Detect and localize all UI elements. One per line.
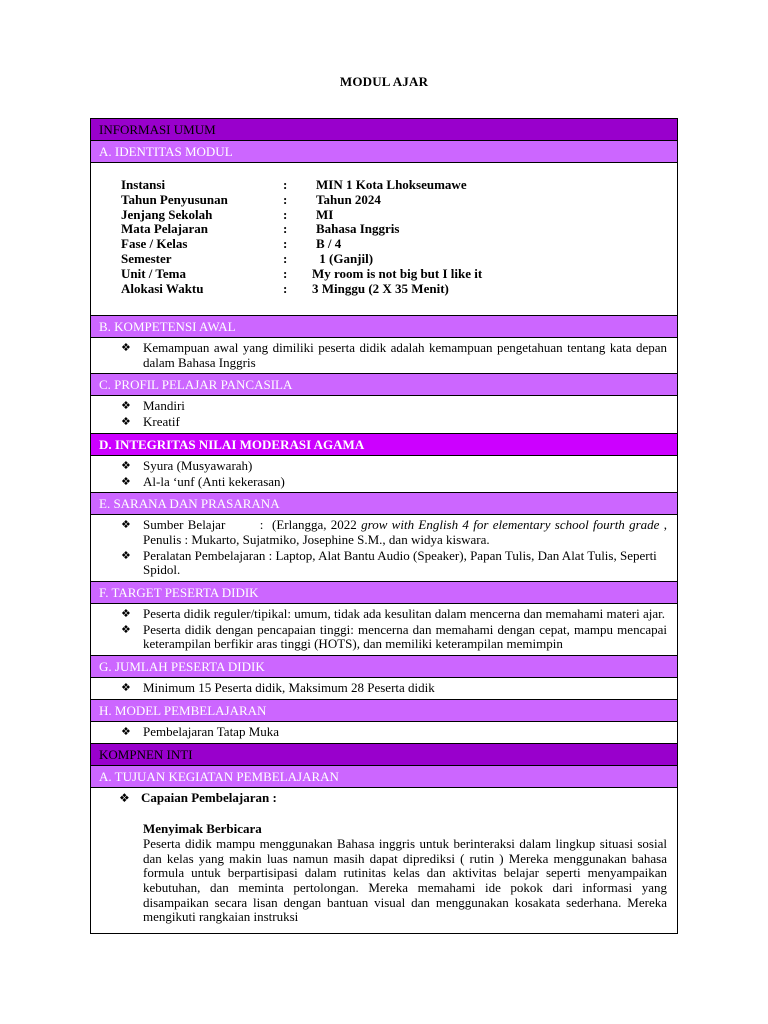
jumlah-box	[90, 677, 678, 700]
list-item-text: Minimum 15 Peserta didik, Maksimum 28 Peserta didik	[143, 680, 435, 696]
identitas-row	[121, 208, 482, 223]
identitas-value: 3 Minggu (2 X 35 Menit)	[312, 280, 449, 296]
penulis-text: , Penulis : Mukarto, Sujatmiko, Josephine S.M., dan widya kiswara.	[143, 517, 668, 547]
identitas-value: Tahun 2024	[316, 191, 381, 207]
diamond-bullet-icon: ❖	[121, 548, 131, 562]
list-item	[121, 725, 667, 740]
identitas-list	[121, 178, 482, 296]
section-kompetensi-awal: B. KOMPETENSI AWAL	[90, 315, 678, 338]
identitas-key: Jenjang Sekolah	[121, 206, 213, 222]
target-box	[90, 603, 678, 656]
identitas-row	[121, 193, 482, 208]
capaian-label: Capaian Pembelajaran :	[141, 789, 277, 805]
list-item	[121, 475, 667, 490]
section-identitas-modul: A. IDENTITAS MODUL	[90, 140, 678, 163]
identitas-colon: :	[283, 221, 288, 237]
identitas-value: My room is not big but I like it	[312, 265, 483, 281]
book-title: grow with English 4 for elementary school fourth grade	[361, 517, 660, 533]
list-item	[121, 681, 667, 696]
identitas-value: MIN 1 Kota Lhokseumawe	[316, 177, 467, 192]
diamond-bullet-icon: ❖	[121, 607, 131, 621]
identitas-key: Tahun Penyusunan	[121, 191, 228, 207]
identitas-value: MI	[316, 206, 334, 222]
identitas-value: 1 (Ganjil)	[316, 250, 374, 266]
list-item-text: Mandiri	[143, 398, 185, 414]
section-target: F. TARGET PESERTA DIDIK	[90, 581, 678, 604]
section-jumlah: G. JUMLAH PESERTA DIDIK	[90, 655, 678, 678]
identitas-colon: :	[283, 206, 288, 222]
diamond-bullet-icon: ❖	[121, 399, 131, 413]
model-box	[90, 721, 678, 744]
section-integritas: D. INTEGRITAS NILAI MODERASI AGAMA	[90, 433, 678, 456]
integritas-box	[90, 455, 678, 493]
section-informasi-umum: INFORMASI UMUM	[90, 118, 678, 141]
section-sarana: E. SARANA DAN PRASARANA	[90, 492, 678, 515]
kompetensi-box	[90, 337, 678, 374]
identitas-key: Instansi	[121, 177, 166, 192]
identitas-key: Mata Pelajaran	[121, 221, 209, 237]
identitas-row	[121, 178, 482, 193]
list-item	[121, 341, 667, 370]
list-item-text: Al-la ‘unf (Anti kekerasan)	[143, 473, 285, 489]
list-item-text: Kemampuan awal yang dimiliki peserta didik adalah kemampuan pengetahuan tentang kata depan dalam Bahasa Inggris	[143, 340, 667, 370]
diamond-bullet-icon: ❖	[119, 790, 130, 805]
list-item-text: Peralatan Pembelajaran : Laptop, Alat Bantu Audio (Speaker), Papan Tulis, Dan Alat Tulis, Seperti Spidol.	[143, 547, 657, 578]
list-item	[121, 399, 667, 414]
capaian-paragraph: Peserta didik mampu menggunakan Bahasa inggris untuk berinteraksi dalam lingkup situasi sosial dan kelas yang makin luas namun masih dapat diprediksi ( rutin ) Mereka menggunakan bahasa formula untuk berpartisipasi dalam rutinitas kelas dan aktivitas belajar seperti menyampaikan kebutuhan, dan meminta pertolongan. Mereka memahami ide pokok dari informasi yang disampaikan secara lisan dengan bantuan visual dan menggunakan kosakata sederhana. Mereka mengikuti rangkaian instruksi	[143, 835, 667, 925]
section-komponen-inti: KOMPNEN INTI	[90, 743, 678, 766]
section-tujuan: A. TUJUAN KEGIATAN PEMBELAJARAN	[90, 765, 678, 788]
identitas-colon: :	[283, 191, 288, 207]
diamond-bullet-icon: ❖	[121, 622, 131, 636]
diamond-bullet-icon: ❖	[121, 681, 131, 695]
identitas-colon: :	[283, 236, 288, 252]
sumber-belajar-text: Sumber Belajar : (Erlangga, 2022	[143, 517, 362, 533]
section-profil-pelajar: C. PROFIL PELAJAR PANCASILA	[90, 373, 678, 396]
identitas-row	[121, 282, 482, 297]
list-item-text	[143, 518, 667, 547]
section-model: H. MODEL PEMBELAJARAN	[90, 699, 678, 722]
list-item-text: Pembelajaran Tatap Muka	[143, 723, 280, 739]
identitas-colon: :	[283, 280, 288, 296]
list-item	[121, 607, 667, 622]
capaian-item	[119, 791, 667, 806]
identitas-colon: :	[283, 250, 288, 266]
identitas-key: Alokasi Waktu	[121, 280, 204, 296]
diamond-bullet-icon: ❖	[121, 474, 131, 488]
list-item-text: Peserta didik dengan pencapaian tinggi: mencerna dan memahami dengan cepat, mampu mencapai keterampilan berfikir aras tinggi (HOTS), dan memiliki keterampilan memimpin	[143, 621, 667, 652]
list-item	[121, 549, 667, 578]
diamond-bullet-icon: ❖	[121, 415, 131, 429]
tujuan-box	[90, 787, 678, 934]
identitas-row	[121, 267, 482, 282]
list-item-text: Kreatif	[143, 414, 180, 430]
identitas-key: Unit / Tema	[121, 265, 187, 281]
document-title: MODUL AJAR	[339, 74, 429, 89]
list-item-text: Syura (Musyawarah)	[143, 457, 253, 473]
list-item	[121, 623, 667, 652]
identitas-colon: :	[283, 177, 288, 192]
diamond-bullet-icon: ❖	[121, 341, 131, 354]
subheading-menyimak: Menyimak Berbicara	[143, 821, 262, 837]
identitas-row	[121, 252, 482, 267]
identitas-key: Semester	[121, 250, 172, 266]
list-item	[121, 415, 667, 430]
identitas-value: B / 4	[316, 236, 342, 252]
profil-box	[90, 395, 678, 433]
list-item	[121, 518, 667, 547]
diamond-bullet-icon: ❖	[121, 518, 131, 532]
identitas-row	[121, 222, 482, 237]
identitas-row	[121, 237, 482, 252]
diamond-bullet-icon: ❖	[121, 724, 131, 738]
identitas-key: Fase / Kelas	[121, 236, 188, 252]
module-table	[90, 119, 678, 934]
identitas-value: Bahasa Inggris	[316, 221, 400, 237]
diamond-bullet-icon: ❖	[121, 458, 131, 472]
identitas-box	[90, 162, 678, 316]
identitas-colon: :	[283, 265, 288, 281]
list-item	[121, 459, 667, 474]
list-item-text: Peserta didik reguler/tipikal: umum, tidak ada kesulitan dalam mencerna dan memahami materi ajar.	[143, 606, 665, 622]
sarana-box	[90, 514, 678, 582]
